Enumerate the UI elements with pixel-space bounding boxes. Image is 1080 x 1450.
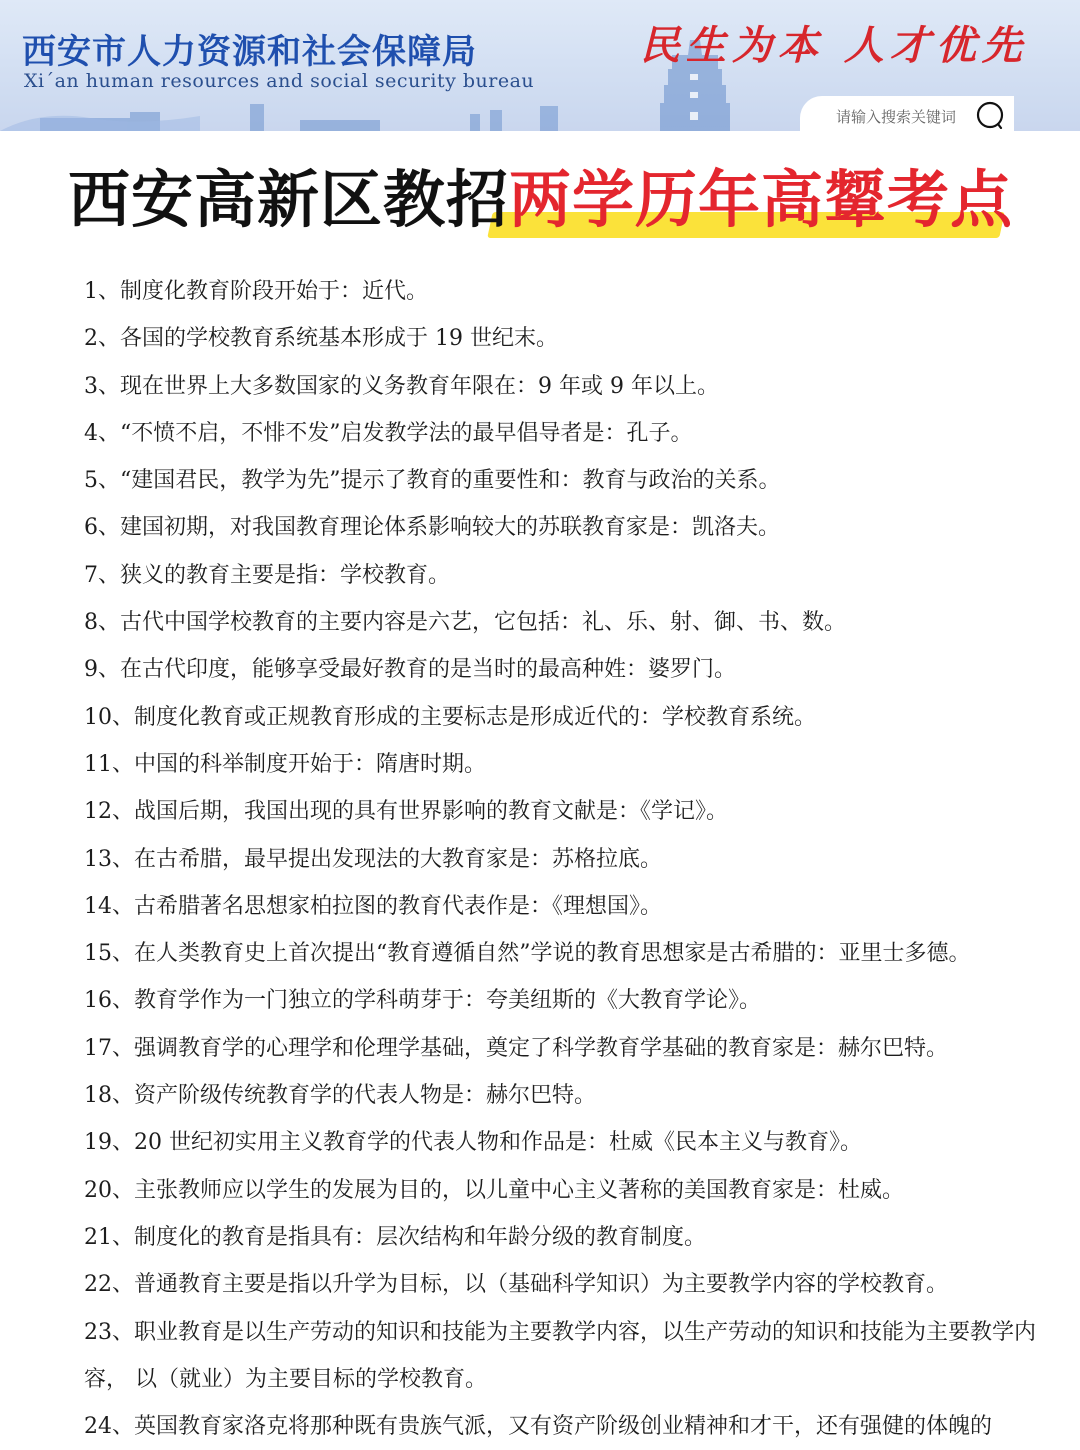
title-part-2: 两学历年高颦考点 — [509, 163, 1014, 236]
list-item: 20、主张教师应以学生的发展为目的，以儿童中心主义著称的美国教育家是：杜威。 — [84, 1177, 904, 1203]
list-item: 22、普通教育主要是指以升学为目标，以（基础科学知识）为主要教学内容的学校教育。 — [84, 1272, 948, 1298]
header-banner — [0, 0, 1080, 131]
page-title — [0, 160, 1080, 250]
list-item: 13、在古希腊，最早提出发现法的大教育家是：苏格拉底。 — [84, 846, 662, 872]
list-item: 7、狭义的教育主要是指：学校教育。 — [84, 562, 450, 588]
list-item: 10、制度化教育或正规教育形成的主要标志是形成近代的：学校教育系统。 — [84, 704, 816, 730]
title-part-1: 西安高新区教招 — [68, 163, 510, 236]
list-item: 5、“建国君民，教学为先”提示了教育的重要性和：教育与政治的关系。 — [84, 468, 781, 494]
search-icon[interactable] — [976, 101, 1004, 129]
list-item: 15、在人类教育史上首次提出“教育遵循自然”学说的教育思想家是古希腊的：亚里士多德。 — [84, 941, 971, 967]
list-item: 6、建国初期，对我国教育理论体系影响较大的苏联教育家是：凯洛夫。 — [84, 515, 780, 541]
list-item: 24、英国教育家洛克将那种既有贵族气派，又有资产阶级创业精神和才干，还有强健的体魄的 — [84, 1414, 992, 1440]
list-item: 17、强调教育学的心理学和伦理学基础，奠定了科学教育学基础的教育家是：赫尔巴特。 — [84, 1035, 948, 1061]
org-name-english: Xi´an human resources and social security bureau — [24, 70, 535, 92]
list-item: 2、各国的学校教育系统基本形成于 19 世纪末。 — [84, 326, 558, 352]
search-box[interactable] — [800, 96, 1014, 131]
list-item: 4、“不愤不启，不悱不发”启发教学法的最早倡导者是：孔子。 — [84, 420, 693, 446]
list-item: 19、20 世纪初实用主义教育学的代表人物和作品是：杜威《民本主义与教育》。 — [84, 1130, 862, 1156]
list-item: 8、古代中国学校教育的主要内容是六艺，它包括：礼、乐、射、御、书、数。 — [84, 610, 846, 636]
list-item: 16、教育学作为一门独立的学科萌芽于：夸美纽斯的《大教育学论》。 — [84, 988, 761, 1014]
slogan: 民生为本 人才优先 — [640, 22, 1028, 69]
title-text — [68, 160, 1013, 240]
list-item: 12、战国后期，我国出现的具有世界影响的教育文献是：《学记》。 — [84, 799, 728, 825]
list-item: 3、现在世界上大多数国家的义务教育年限在：9 年或 9 年以上。 — [84, 373, 719, 399]
list-item: 11、中国的科举制度开始于：隋唐时期。 — [84, 751, 486, 777]
search-input[interactable] — [834, 96, 970, 131]
exam-points-list — [84, 268, 1064, 1450]
list-item: 14、古希腊著名思想家柏拉图的教育代表作是：《理想国》。 — [84, 893, 662, 919]
list-item: 21、制度化的教育是指具有：层次结构和年龄分级的教育制度。 — [84, 1224, 706, 1250]
list-item: 9、在古代印度，能够享受最好教育的是当时的最高种姓：婆罗门。 — [84, 657, 736, 683]
org-name: 西安市人力资源和社会保障局 — [22, 32, 477, 72]
list-item: 23、职业教育是以生产劳动的知识和技能为主要教学内容，以生产劳动的知识和技能为主要教学内容， 以（就业）为主要目标的学校教育。 — [84, 1319, 1036, 1392]
list-item: 18、资产阶级传统教育学的代表人物是：赫尔巴特。 — [84, 1083, 596, 1109]
list-item: 1、制度化教育阶段开始于：近代。 — [84, 279, 428, 304]
